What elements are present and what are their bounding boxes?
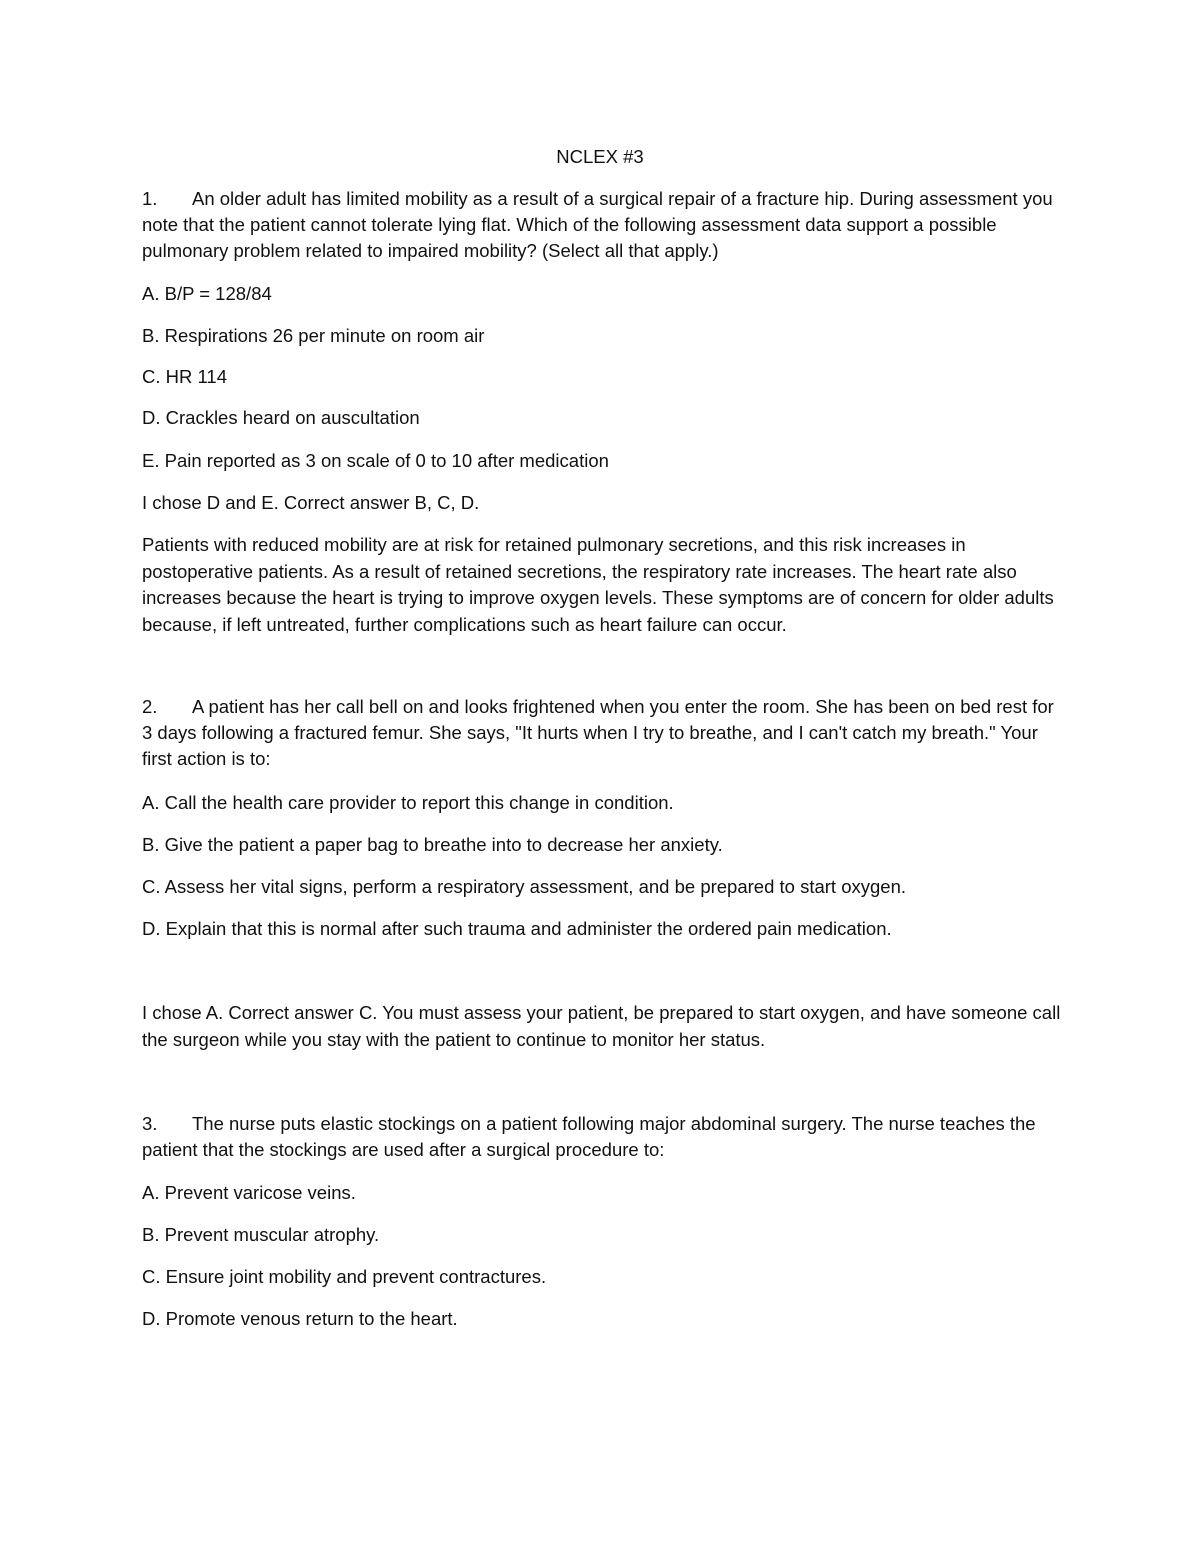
q1-option-c: C. HR 114 [142,366,227,387]
q1-rationale: Patients with reduced mobility are at risk for retained pulmonary secretions, and this risk increases in postoperative patients. As a result of retained secretions, the respiratory rate increases. The heart rate also increases because the heart is trying to improve oxygen levels. These symptoms are of concern for older adults because, if left untreated, further complications such as heart failure can occur. [142,534,1054,635]
q3-option-a: A. Prevent varicose veins. [142,1182,356,1203]
q3-option-b: B. Prevent muscular atrophy. [142,1224,380,1245]
q1-answer-note: I chose D and E. Correct answer B, C, D. [142,492,480,513]
question-number: 1. [142,188,158,209]
q2-option-b: B. Give the patient a paper bag to breathe into to decrease her anxiety. [142,834,723,855]
question-text: An older adult has limited mobility as a result of a surgical repair of a fracture hip. During assessment you note that the patient cannot tolerate lying flat. Which of the following assessment data support a possible pulmonary problem related to impaired mobility? (Select all that apply.) [142,188,1053,261]
q2-option-c: C. Assess her vital signs, perform a respiratory assessment, and be prepared to start oxygen. [142,876,906,897]
question-3-stem [142,1111,1062,1163]
q1-option-b: B. Respirations 26 per minute on room air [142,325,485,346]
q3-option-d: D. Promote venous return to the heart. [142,1308,458,1329]
question-text: A patient has her call bell on and looks frightened when you enter the room. She has been on bed rest for 3 days following a fractured femur. She says, "It hurts when I try to breathe, and I can't catch my breath." Your first action is to: [142,696,1054,769]
question-number: 2. [142,696,158,717]
q2-option-d: D. Explain that this is normal after such trauma and administer the ordered pain medication. [142,918,892,939]
question-text: The nurse puts elastic stockings on a patient following major abdominal surgery. The nurse teaches the patient that the stockings are used after a surgical procedure to: [142,1113,1036,1160]
q1-option-e: E. Pain reported as 3 on scale of 0 to 10 after medication [142,450,609,471]
question-1-stem [142,186,1062,264]
question-2-stem [142,694,1062,772]
q3-option-c: C. Ensure joint mobility and prevent contractures. [142,1266,547,1287]
q1-option-a: A. B/P = 128/84 [142,283,272,304]
q1-option-d: D. Crackles heard on auscultation [142,407,420,428]
question-number: 3. [142,1113,158,1134]
q2-answer-note: I chose A. Correct answer C. You must assess your patient, be prepared to start oxygen, and have someone call the surgeon while you stay with the patient to continue to monitor her status. [142,1002,1061,1050]
q2-option-a: A. Call the health care provider to report this change in condition. [142,792,674,813]
page-title: NCLEX #3 [556,146,644,167]
